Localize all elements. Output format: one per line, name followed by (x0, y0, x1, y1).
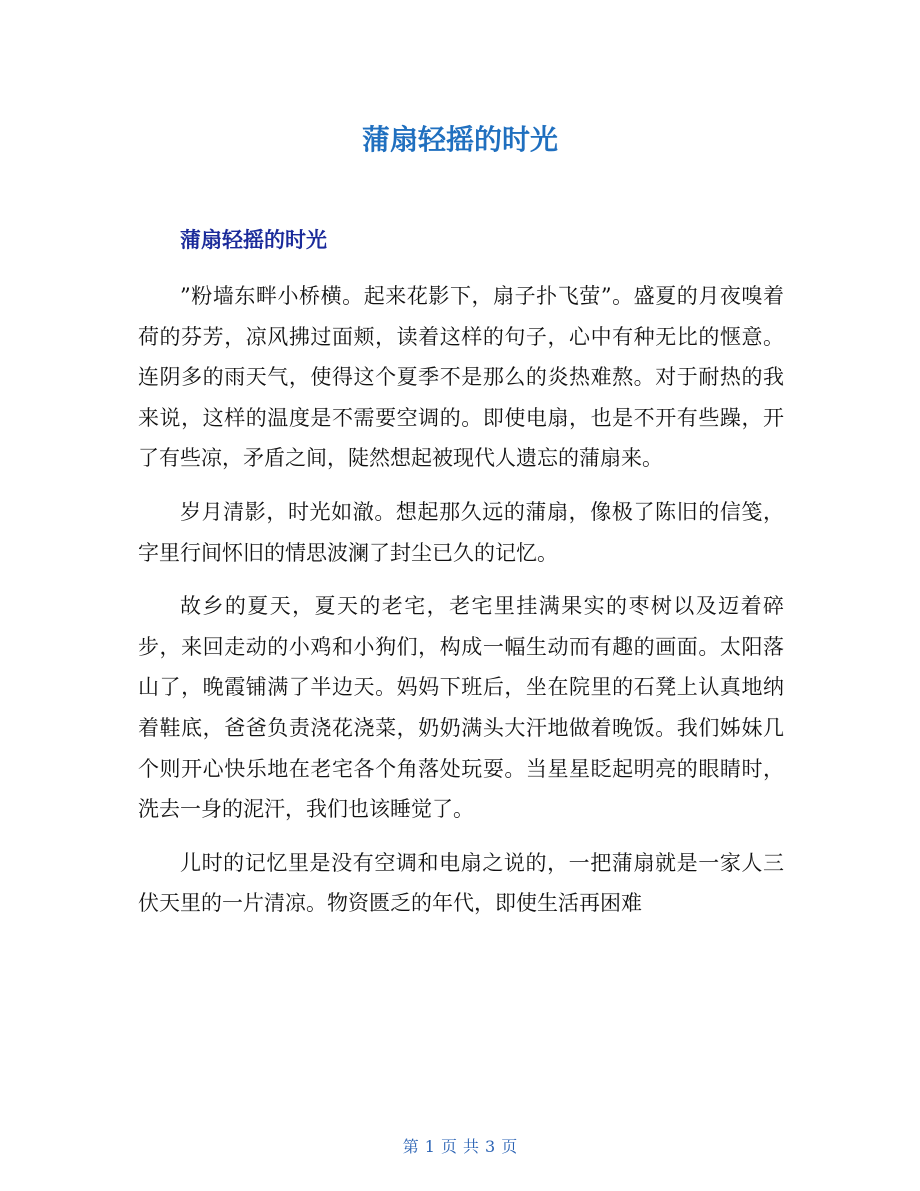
footer-total-unit: 页 (501, 1137, 518, 1156)
footer-page-label: 第 (402, 1137, 419, 1156)
footer-total-label: 共 (463, 1137, 480, 1156)
footer-current-page: 1 (424, 1137, 435, 1156)
paragraph: 岁月清影，时光如澈。想起那久远的蒲扇，像极了陈旧的信笺，字里行间怀旧的情思波澜了封尘已久的记忆。 (138, 499, 784, 565)
paragraph: 故乡的夏天，夏天的老宅，老宅里挂满果实的枣树以及迈着碎步，来回走动的小鸡和小狗们，构成一幅生动而有趣的画面。太阳落山了，晚霞铺满了半边天。妈妈下班后，坐在院里的石凳上认真地纳着鞋底，爸爸负责浇花浇菜，奶奶满头大汗地做着晚饭。我们姊妹几个则开心快乐地在老宅各个角落处玩耍。当星星眨起明亮的眼睛时，洗去一身的泥汗，我们也该睡觉了。 (138, 594, 784, 822)
section-heading: 蒲扇轻摇的时光 (180, 228, 327, 252)
paragraph: 儿时的记忆里是没有空调和电扇之说的，一把蒲扇就是一家人三伏天里的一片清凉。物资匮乏的年代，即使生活再困难 (138, 850, 784, 916)
document-title: 蒲扇轻摇的时光 (361, 123, 558, 156)
footer-total-pages: 3 (485, 1137, 496, 1156)
paragraph: ”粉墙东畔小桥横。起来花影下，扇子扑飞萤”。盛夏的月夜嗅着荷的芬芳，凉风拂过面颊，读着这样的句子，心中有种无比的惬意。连阴多的雨天气，使得这个夏季不是那么的炎热难熬。对于耐热的我来说，这样的温度是不需要空调的。即使电扇，也是不开有些躁，开了有些凉，矛盾之间，陡然想起被现代人遗忘的蒲扇来。 (138, 284, 784, 471)
page-number-footer (0, 1136, 920, 1158)
document-body (138, 276, 784, 937)
footer-page-unit: 页 (440, 1137, 457, 1156)
